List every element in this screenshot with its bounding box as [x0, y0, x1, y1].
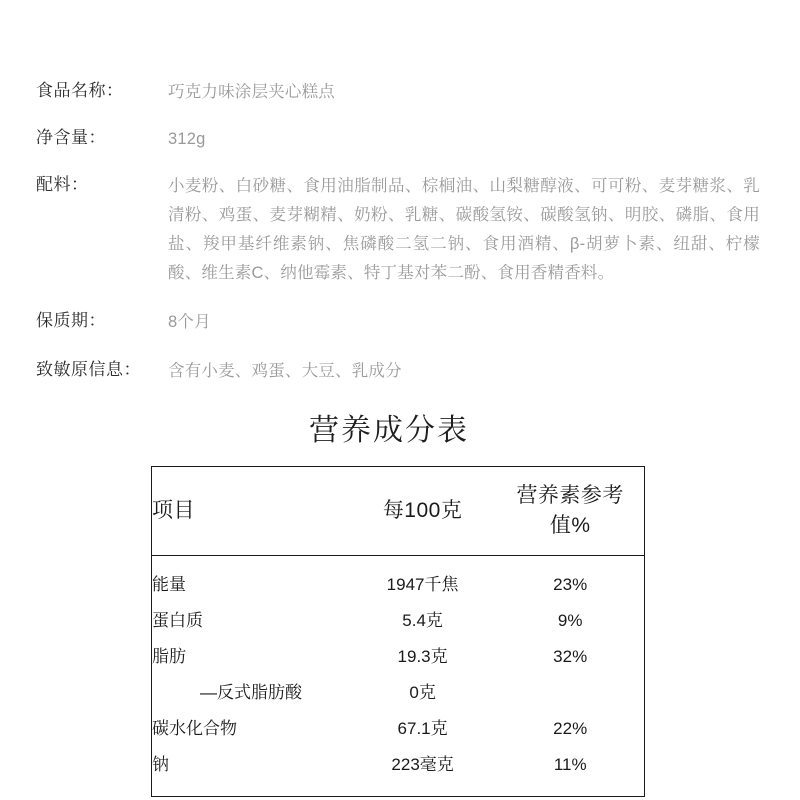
nutrition-table-container	[151, 466, 645, 797]
table-row	[152, 556, 644, 604]
cell-nrv: 23%	[553, 575, 588, 594]
cell-item: 能量	[152, 575, 186, 594]
info-row-net-weight	[36, 125, 760, 154]
cell-nrv: 32%	[553, 647, 588, 666]
info-value: 312g	[168, 130, 206, 148]
info-label: 致敏原信息：	[36, 360, 141, 379]
cell-per-100g: 1947千焦	[386, 575, 459, 594]
header-nrv: 营养素参考值%	[496, 467, 644, 556]
label-info-list	[36, 78, 760, 386]
cell-item: 蛋白质	[152, 611, 203, 630]
info-value: 8个月	[168, 313, 211, 331]
table-row	[152, 675, 644, 711]
cell-item: —反式脂肪酸	[200, 683, 302, 702]
table-row	[152, 747, 644, 796]
table-row	[152, 639, 644, 675]
cell-item: 碳水化合物	[152, 719, 237, 738]
info-value: 含有小麦、鸡蛋、大豆、乳成分	[168, 362, 402, 380]
table-row	[152, 711, 644, 747]
nutrition-table-head	[152, 467, 644, 556]
cell-item: 脂肪	[152, 647, 186, 666]
cell-nrv: 9%	[557, 611, 583, 630]
cell-per-100g: 0克	[409, 683, 436, 702]
info-label: 食品名称：	[36, 81, 124, 100]
cell-per-100g: 5.4克	[402, 611, 443, 630]
info-label: 配料：	[36, 175, 89, 194]
info-label: 保质期：	[36, 311, 106, 330]
header-per-100g: 每100克	[349, 467, 497, 556]
info-row-product-name	[36, 78, 760, 107]
table-header-row	[152, 467, 644, 556]
info-label: 净含量：	[36, 128, 106, 147]
cell-nrv	[496, 675, 644, 711]
table-row	[152, 603, 644, 639]
nutrition-table-body	[152, 556, 644, 797]
nutrition-table	[152, 467, 644, 796]
cell-per-100g: 19.3克	[397, 647, 448, 666]
nutrition-table-title: 营养成分表	[309, 414, 469, 447]
info-row-allergen	[36, 357, 760, 386]
info-row-ingredients	[36, 172, 760, 288]
cell-item: 钠	[152, 755, 169, 774]
cell-per-100g: 67.1克	[397, 719, 448, 738]
cell-nrv: 22%	[553, 719, 588, 738]
header-item: 项目	[152, 467, 349, 556]
info-value: 巧克力味涂层夹心糕点	[168, 83, 335, 101]
info-value: 小麦粉、白砂糖、食用油脂制品、棕榈油、山梨糖醇液、可可粉、麦芽糖浆、乳清粉、鸡蛋、麦芽糊精、奶粉、乳糖、碳酸氢铵、碳酸氢钠、明胶、磷脂、食用盐、羧甲基纤维素钠、焦磷酸二氢二钠、食用酒精、β-胡萝卜素、纽甜、柠檬酸、维生素C、纳他霉素、特丁基对苯二酚、食用香精香料。	[168, 177, 760, 282]
info-row-shelf-life	[36, 308, 760, 337]
cell-per-100g: 223毫克	[391, 755, 454, 774]
cell-nrv: 11%	[553, 755, 587, 774]
